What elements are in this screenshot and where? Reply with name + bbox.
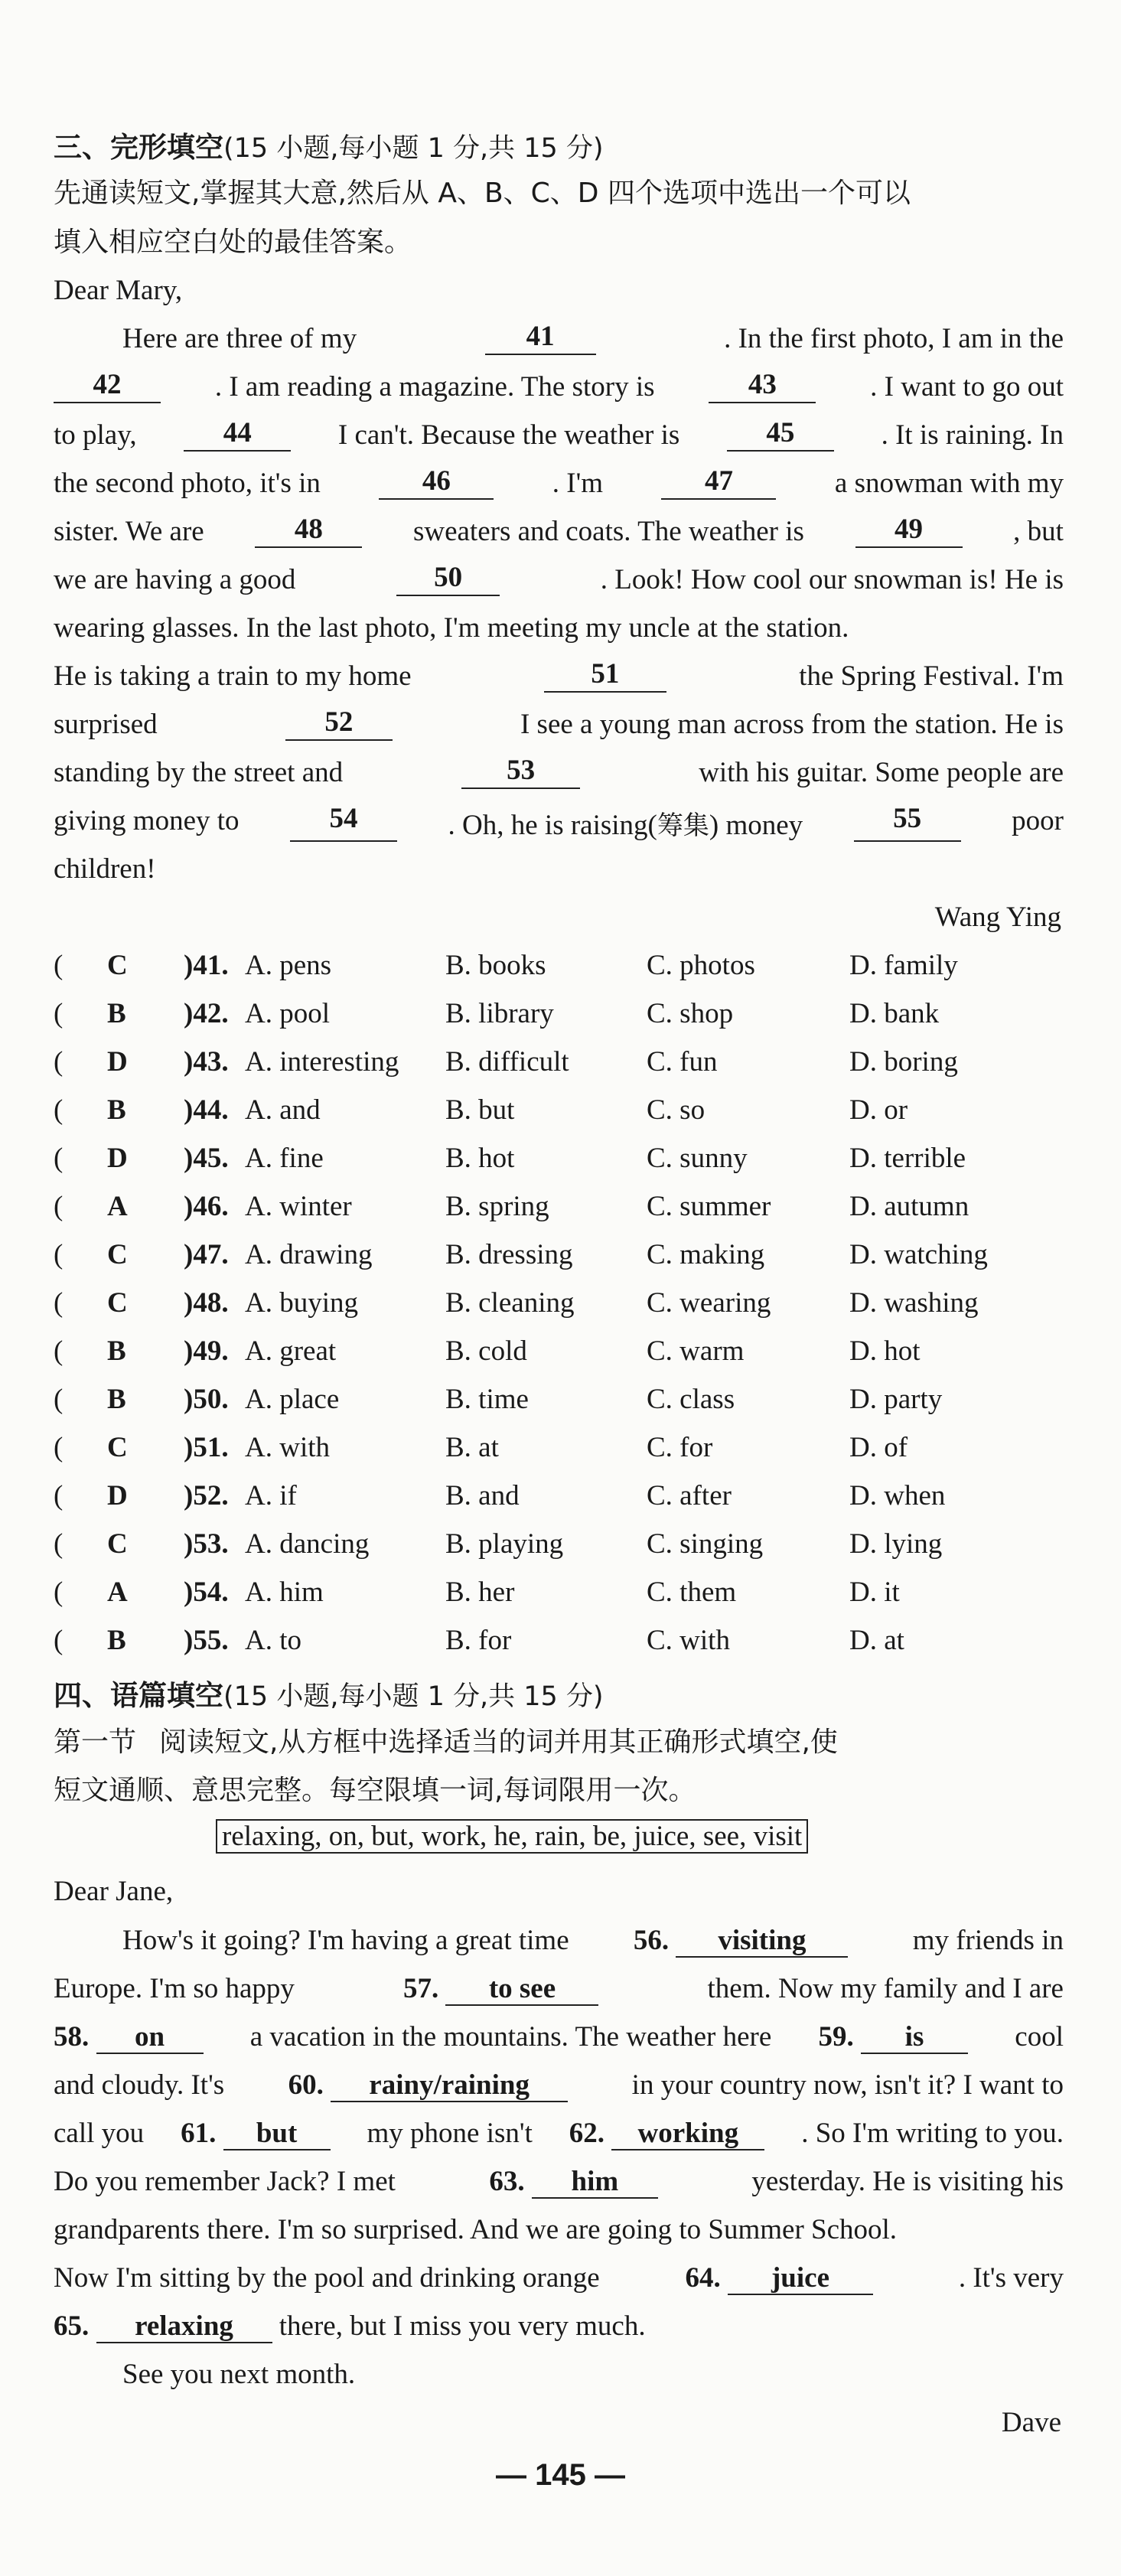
- section-4-header: [54, 1672, 604, 1714]
- letter-1-line: standing by the street and 53 with his guitar. Some people are: [54, 755, 1064, 788]
- answer-letter: B: [107, 1625, 126, 1656]
- letter-1-signature: Wang Ying: [934, 902, 1061, 933]
- question-row: ( B )44. A. and B. but C. so D. or: [54, 1094, 908, 1126]
- blank-43: 43: [709, 370, 816, 403]
- answer-letter: B: [107, 1384, 126, 1415]
- letter-2-line: Europe. I'm so happy 57. to see them. Now my family and I are: [54, 1973, 1064, 2004]
- blank-65: relaxing: [96, 2312, 272, 2343]
- blank-46: 46: [379, 467, 494, 500]
- question-row: ( B )42. A. pool B. library C. shop D. bank: [54, 998, 940, 1029]
- answer-letter: D: [107, 1046, 128, 1078]
- letter-2-line: grandparents there. I'm so surprised. And we are going to Summer School.: [54, 2214, 898, 2245]
- section-3-instruction-1: 先通读短文,掌握其大意,然后从 A、B、C、D 四个选项中选出一个可以: [54, 178, 911, 209]
- word-box: [216, 1820, 808, 1853]
- question-row: ( C )41. A. pens B. books C. photos D. family: [54, 950, 958, 981]
- letter-1-line: children!: [54, 853, 156, 885]
- answer-letter: B: [107, 998, 126, 1029]
- answer-letter: D: [107, 1480, 128, 1511]
- blank-44: 44: [184, 419, 291, 452]
- blank-54: 54: [290, 804, 397, 842]
- blank-63: him: [532, 2167, 658, 2199]
- question-row: ( C )47. A. drawing B. dressing C. making D. watching: [54, 1239, 988, 1270]
- question-row: ( D )43. A. interesting B. difficult C. fun D. boring: [54, 1046, 958, 1078]
- section-4-meta: (15 小题,每小题 1 分,共 15 分): [223, 1681, 604, 1712]
- letter-1-line: the second photo, it's in 46 . I'm 47 a snowman with my: [54, 465, 1064, 499]
- blank-62: working: [611, 2119, 764, 2150]
- blank-50: 50: [396, 563, 500, 596]
- word-box-text: relaxing, on, but, work, he, rain, be, juice, see, visit: [216, 1819, 808, 1854]
- letter-1-line: 42 . I am reading a magazine. The story is 43 . I want to go out: [54, 370, 1064, 403]
- letter-1-line: Here are three of my 41 . In the first photo, I am in the: [122, 321, 1064, 354]
- section-3-header: [54, 124, 604, 165]
- page-number: — 145 —: [496, 2458, 625, 2492]
- letter-1-line: to play, 44 I can't. Because the weather is 45 . It is raining. In: [54, 417, 1064, 451]
- blank-51: 51: [544, 660, 666, 693]
- letter-1-line: surprised 52 I see a young man across from the station. He is: [54, 706, 1064, 740]
- section-4-instruction-2: 短文通顺、意思完整。每空限填一词,每词限用一次。: [54, 1775, 696, 1806]
- question-row: ( D )45. A. fine B. hot C. sunny D. terrible: [54, 1143, 966, 1174]
- blank-52: 52: [285, 708, 393, 741]
- letter-1-line: He is taking a train to my home 51 the Spring Festival. I'm: [54, 658, 1064, 692]
- answer-letter: B: [107, 1094, 126, 1126]
- answer-letter: C: [107, 1239, 128, 1270]
- letter-2-line: Now I'm sitting by the pool and drinking orange 64. juice . It's very: [54, 2262, 1064, 2294]
- answer-letter: C: [107, 1432, 128, 1463]
- letter-2-closing: See you next month.: [122, 2359, 356, 2390]
- question-row: ( B )55. A. to B. for C. with D. at: [54, 1625, 904, 1656]
- blank-45: 45: [727, 419, 834, 452]
- letter-2-line: and cloudy. It's 60. rainy/raining in your country now, isn't it? I want to: [54, 2069, 1064, 2101]
- blank-56: visiting: [676, 1926, 848, 1958]
- answer-letter: C: [107, 1287, 128, 1319]
- question-row: ( C )51. A. with B. at C. for D. of: [54, 1432, 908, 1463]
- letter-1-greeting: Dear Mary,: [54, 275, 183, 306]
- answer-letter: A: [107, 1577, 128, 1608]
- question-row: ( A )46. A. winter B. spring C. summer D. autumn: [54, 1191, 969, 1222]
- answer-letter: C: [107, 950, 128, 981]
- question-row: ( B )49. A. great B. cold C. warm D. hot: [54, 1335, 921, 1367]
- section-3-instruction-2: 填入相应空白处的最佳答案。: [54, 227, 412, 258]
- blank-59: is: [861, 2023, 968, 2054]
- blank-48: 48: [255, 515, 362, 548]
- letter-1-line: sister. We are 48 sweaters and coats. The weather is 49 , but: [54, 514, 1064, 547]
- question-row: ( B )50. A. place B. time C. class D. party: [54, 1384, 943, 1415]
- letter-2-line: 58. on a vacation in the mountains. The weather here 59. is cool: [54, 2021, 1064, 2053]
- blank-61: but: [223, 2119, 331, 2150]
- blank-60: rainy/raining: [331, 2071, 568, 2102]
- section-3-meta: (15 小题,每小题 1 分,共 15 分): [223, 133, 604, 164]
- section-4-instruction-1: 第一节 阅读短文,从方框中选择适当的词并用其正确形式填空,使: [54, 1727, 838, 1758]
- letter-2-line: call you 61. but my phone isn't 62. working . So I'm writing to you.: [54, 2118, 1064, 2149]
- blank-42: 42: [54, 370, 161, 403]
- blank-55: 55: [854, 804, 961, 842]
- letter-2-line: How's it going? I'm having a great time 56. visiting my friends in: [122, 1925, 1064, 1956]
- section-4-part: 第一节: [54, 1727, 137, 1758]
- answer-letter: D: [107, 1143, 128, 1174]
- letter-2-greeting: Dear Jane,: [54, 1876, 174, 1907]
- letter-2-line: Do you remember Jack? I met 63. him yesterday. He is visiting his: [54, 2166, 1064, 2197]
- answer-letter: C: [107, 1528, 128, 1560]
- question-row: ( C )53. A. dancing B. playing C. singing D. lying: [54, 1528, 943, 1560]
- blank-47: 47: [661, 467, 776, 500]
- answer-letter: A: [107, 1191, 128, 1222]
- answer-letter: B: [107, 1335, 126, 1367]
- letter-1-line: we are having a good 50 . Look! How cool our snowman is! He is: [54, 562, 1064, 595]
- question-row: ( A )54. A. him B. her C. them D. it: [54, 1577, 900, 1608]
- question-row: ( C )48. A. buying B. cleaning C. wearing D. washing: [54, 1287, 979, 1319]
- blank-64: juice: [728, 2264, 873, 2295]
- blank-49: 49: [855, 515, 963, 548]
- letter-1-line: wearing glasses. In the last photo, I'm meeting my uncle at the station.: [54, 612, 849, 644]
- blank-57: to see: [445, 1974, 598, 2006]
- letter-1-line: giving money to 54 . Oh, he is raising(筹集) money 55 poor: [54, 803, 1064, 841]
- blank-41: 41: [485, 322, 596, 355]
- blank-53: 53: [461, 756, 580, 789]
- letter-2-line: 65. relaxing there, but I miss you very much.: [54, 2310, 646, 2342]
- question-row: ( D )52. A. if B. and C. after D. when: [54, 1480, 946, 1511]
- blank-58: on: [96, 2023, 204, 2054]
- section-3-title: 三、完形填空: [54, 131, 223, 164]
- letter-2-signature: Dave: [1001, 2407, 1061, 2438]
- section-4-title: 四、语篇填空: [54, 1679, 223, 1712]
